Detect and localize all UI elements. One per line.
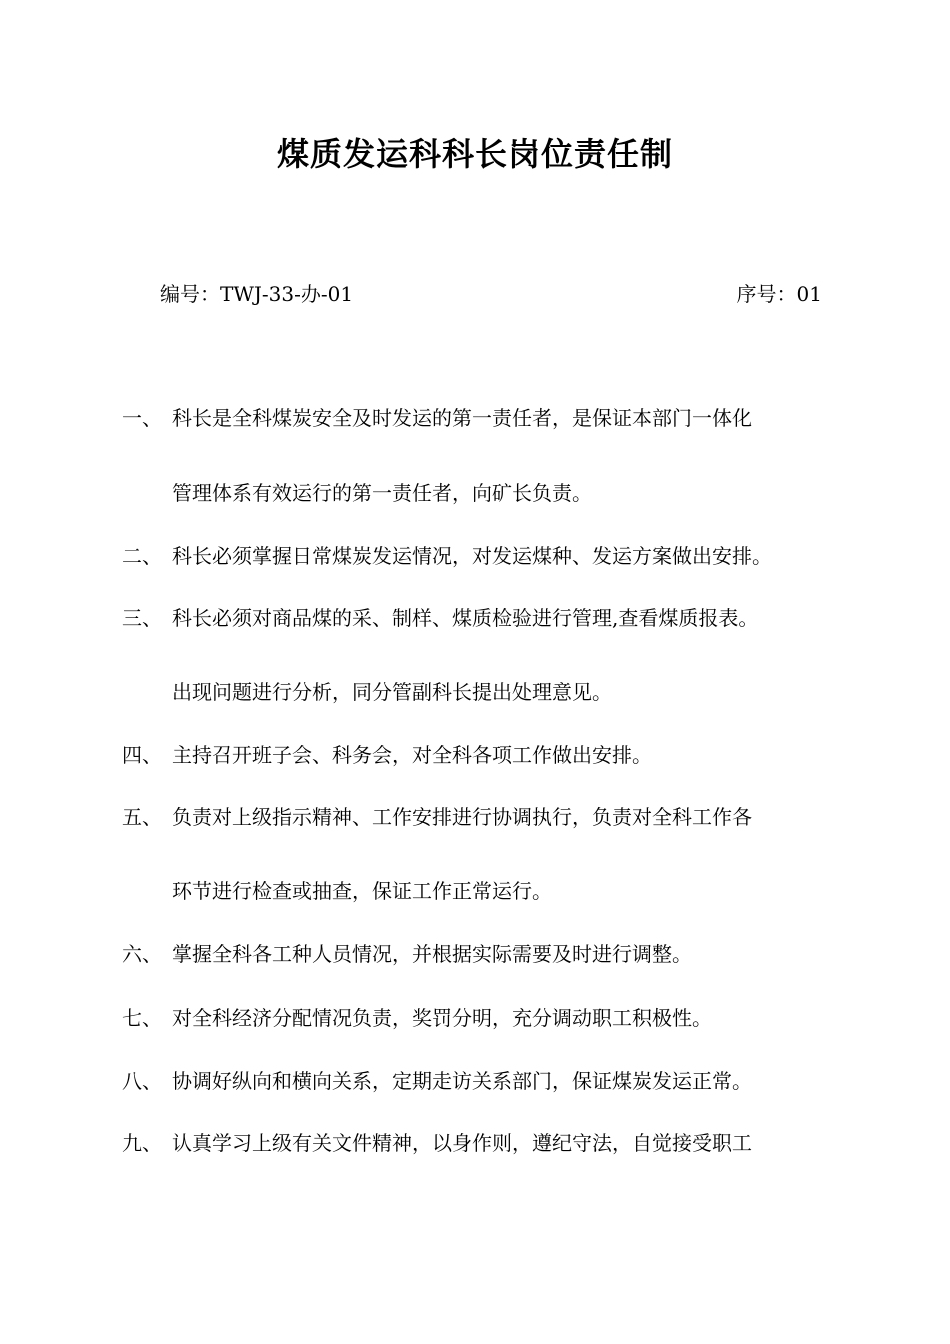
list-item xyxy=(122,741,652,769)
list-item xyxy=(122,1129,752,1157)
item-number: 二、 xyxy=(122,544,162,568)
item-text: 科长是全科煤炭安全及时发运的第一责任者，是保证本部门一体化 xyxy=(172,406,752,430)
item-text: 科长必须对商品煤的采、制样、煤质检验进行管理,查看煤质报表。 xyxy=(172,606,759,630)
item-continuation: 管理体系有效运行的第一责任者，向矿长负责。 xyxy=(172,481,592,505)
item-number: 七、 xyxy=(122,1006,162,1030)
item-number: 三、 xyxy=(122,606,162,630)
item-text: 主持召开班子会、科务会，对全科各项工作做出安排。 xyxy=(172,743,652,767)
item-text: 认真学习上级有关文件精神，以身作则，遵纪守法，自觉接受职工 xyxy=(172,1131,752,1155)
item-text: 协调好纵向和横向关系，定期走访关系部门，保证煤炭发运正常。 xyxy=(172,1069,752,1093)
item-number: 五、 xyxy=(122,805,162,829)
list-item xyxy=(122,940,692,968)
document-code: 编号：TWJ-33-办-01 xyxy=(160,282,354,306)
list-item xyxy=(122,604,758,632)
item-text: 负责对上级指示精神、工作安排进行协调执行，负责对全科工作各 xyxy=(172,805,752,829)
list-item xyxy=(122,404,752,432)
list-item xyxy=(122,803,752,831)
list-item xyxy=(122,542,772,570)
list-item xyxy=(122,1004,712,1032)
item-number: 八、 xyxy=(122,1069,162,1093)
item-text: 对全科经济分配情况负责，奖罚分明，充分调动职工积极性。 xyxy=(172,1006,712,1030)
item-number: 六、 xyxy=(122,942,162,966)
document-sequence: 序号：01 xyxy=(736,282,822,306)
item-text: 科长必须掌握日常煤炭发运情况，对发运煤种、发运方案做出安排。 xyxy=(172,544,772,568)
item-number: 一、 xyxy=(122,406,162,430)
item-text: 掌握全科各工种人员情况，并根据实际需要及时进行调整。 xyxy=(172,942,692,966)
item-continuation: 环节进行检查或抽查，保证工作正常运行。 xyxy=(172,879,552,903)
document-title: 煤质发运科科长岗位责任制 xyxy=(276,135,673,173)
item-number: 四、 xyxy=(122,743,162,767)
list-item xyxy=(122,1067,752,1095)
item-continuation: 出现问题进行分析，同分管副科长提出处理意见。 xyxy=(172,680,612,704)
item-number: 九、 xyxy=(122,1131,162,1155)
